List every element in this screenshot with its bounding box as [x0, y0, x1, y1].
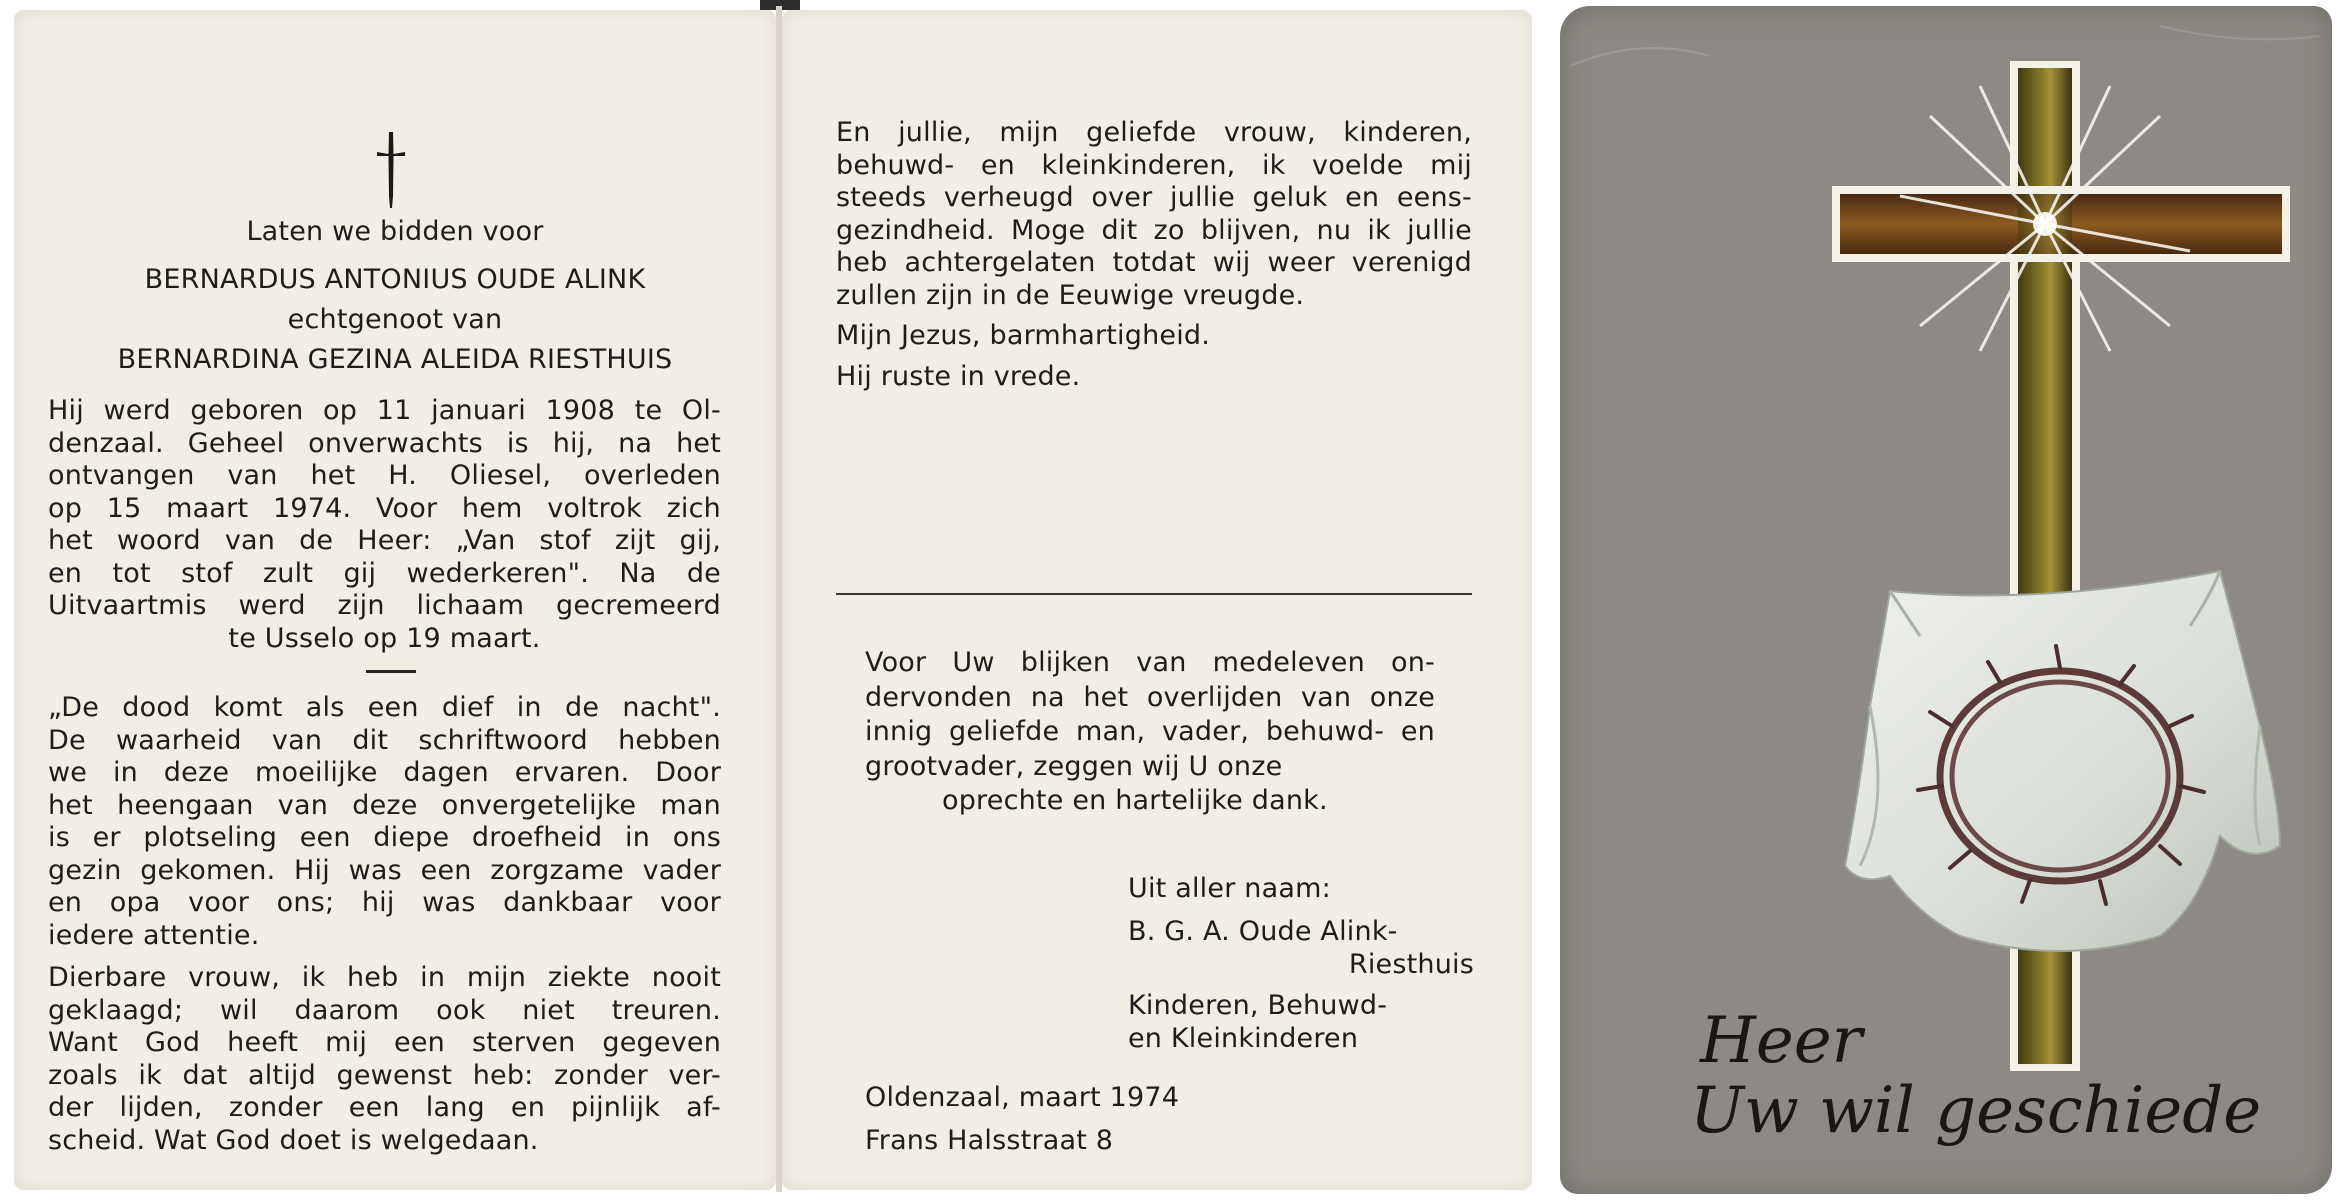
thanks-line: innig geliefde man, vader, behuwd- en: [865, 716, 1435, 747]
thanks-paragraph: [865, 646, 1435, 819]
farewell-line: Want God heeft mij een sterven gegeven: [48, 1027, 721, 1058]
children-line: Kinderen, Behuwd-: [1128, 990, 1388, 1021]
farewell-line: scheid. Wat God doet is welgedaan.: [48, 1124, 539, 1156]
family-line: steeds verheugd over jullie geluk en eens-: [836, 182, 1472, 213]
bio-line: denzaal. Geheel onverwachts is hij, na het: [48, 427, 721, 459]
bio-line: op 15 maart 1974. Voor hem voltrok zich: [48, 492, 721, 524]
family-line: En jullie, mijn geliefde vrouw, kinderen,: [836, 117, 1472, 148]
deceased-name: [14, 264, 776, 297]
deceased-name-text: BERNARDUS ANTONIUS OUDE ALINK: [144, 264, 646, 295]
family-line: heb achtergelaten totdat wij weer verenigd: [836, 247, 1472, 278]
farewell-line: Dierbare vrouw, ik heb in mijn ziekte nooit: [48, 962, 721, 993]
rest-in-peace-text: Hij ruste in vrede.: [836, 361, 1081, 392]
cover-caption-line1: Heer: [1700, 1004, 1863, 1078]
thanks-line: Voor Uw blijken van medeleven on-: [865, 647, 1435, 678]
quote-line: is er plotseling een diepe droefheid in ons: [48, 822, 721, 853]
memorial-card-left-page: [14, 10, 776, 1190]
quote-line: het heengaan van deze onvergetelijke man: [48, 789, 721, 821]
spouse-of-text: echtgenoot van: [287, 304, 503, 335]
address-text: Frans Halsstraat 8: [865, 1125, 1114, 1156]
cross-icon: [376, 130, 406, 210]
signature-line: Riesthuis: [1348, 948, 1474, 980]
on-behalf-line: [1128, 873, 1331, 906]
thanks-line: grootvader, zeggen wij U onze: [865, 750, 1283, 782]
family-line: behuwd- en kleinkinderen, ik voelde mij: [836, 149, 1472, 181]
quote-line: gezin gekomen. Hij was een zorgzame vader: [48, 854, 721, 886]
prayer-line: [836, 320, 1210, 353]
bio-line: Uitvaartmis werd zijn lichaam gecremeerd: [48, 590, 721, 621]
rest-in-peace-line: [836, 361, 1080, 394]
quote-line: en opa voor ons; hij was dankbaar voor: [48, 887, 721, 918]
bio-line: te Usselo op 19 maart.: [228, 622, 541, 654]
farewell-line: geklaagd; wil daarom ook niet treuren.: [48, 994, 721, 1026]
spouse-name: [14, 344, 776, 377]
bio-line: ontvangen van het H. Oliesel, overleden: [48, 460, 721, 491]
quote-line: „De dood komt als een dief in de nacht".: [48, 692, 721, 723]
children-line: en Kleinkinderen: [1128, 1022, 1359, 1054]
family-line: zullen zijn in de Eeuwige vreugde.: [836, 279, 1305, 311]
family-line: gezindheid. Moge dit zo blijven, nu ik jullie: [836, 214, 1472, 246]
separator-dash: [366, 670, 416, 673]
bio-line: en tot stof zult gij wederkeren". Na de: [48, 557, 721, 589]
spouse-name-text: BERNARDINA GEZINA ALEIDA RIESTHUIS: [117, 344, 673, 375]
quote-line: iedere attentie.: [48, 919, 260, 951]
on-behalf-text: Uit aller naam:: [1128, 873, 1331, 904]
farewell-line: zoals ik dat altijd gewenst heb: zonder ver-: [48, 1059, 721, 1091]
thanks-line: oprechte en hartelijke dank.: [942, 785, 1328, 816]
thanks-line: dervonden na het overlijden van onze: [865, 681, 1435, 713]
quote-line: De waarheid van dit schriftwoord hebben: [48, 724, 721, 756]
divider-line: [836, 593, 1472, 595]
bio-line: Hij werd geboren op 11 januari 1908 te Ol-: [48, 395, 721, 426]
place-date-text: Oldenzaal, maart 1974: [865, 1082, 1180, 1113]
pray-line-text: Laten we bidden voor: [246, 216, 544, 247]
quote-paragraph: [48, 692, 721, 952]
pray-line: [14, 216, 776, 249]
memorial-card-cover: [1560, 6, 2332, 1194]
children-block: [1128, 990, 1387, 1055]
spouse-of-line: [14, 304, 776, 337]
memorial-card-middle-page: [782, 10, 1532, 1190]
farewell-line: der lijden, zonder een lang en pijnlijk af-: [48, 1092, 721, 1123]
signature-line: B. G. A. Oude Alink-: [1128, 916, 1398, 947]
cover-caption-line2: Uw wil geschiede: [1690, 1074, 2262, 1148]
bio-paragraph: [48, 395, 721, 655]
quote-line: we in deze moeilijke dagen ervaren. Door: [48, 757, 721, 788]
bio-line: het woord van de Heer: „Van stof zijt gij,: [48, 525, 721, 556]
cover-caption: [1690, 1006, 2261, 1146]
place-date-line: [865, 1082, 1179, 1115]
farewell-paragraph: [48, 962, 721, 1157]
signature-block: [1128, 916, 1474, 981]
family-paragraph: [836, 117, 1472, 312]
prayer-text: Mijn Jezus, barmhartigheid.: [836, 320, 1211, 351]
address-line: [865, 1125, 1113, 1158]
